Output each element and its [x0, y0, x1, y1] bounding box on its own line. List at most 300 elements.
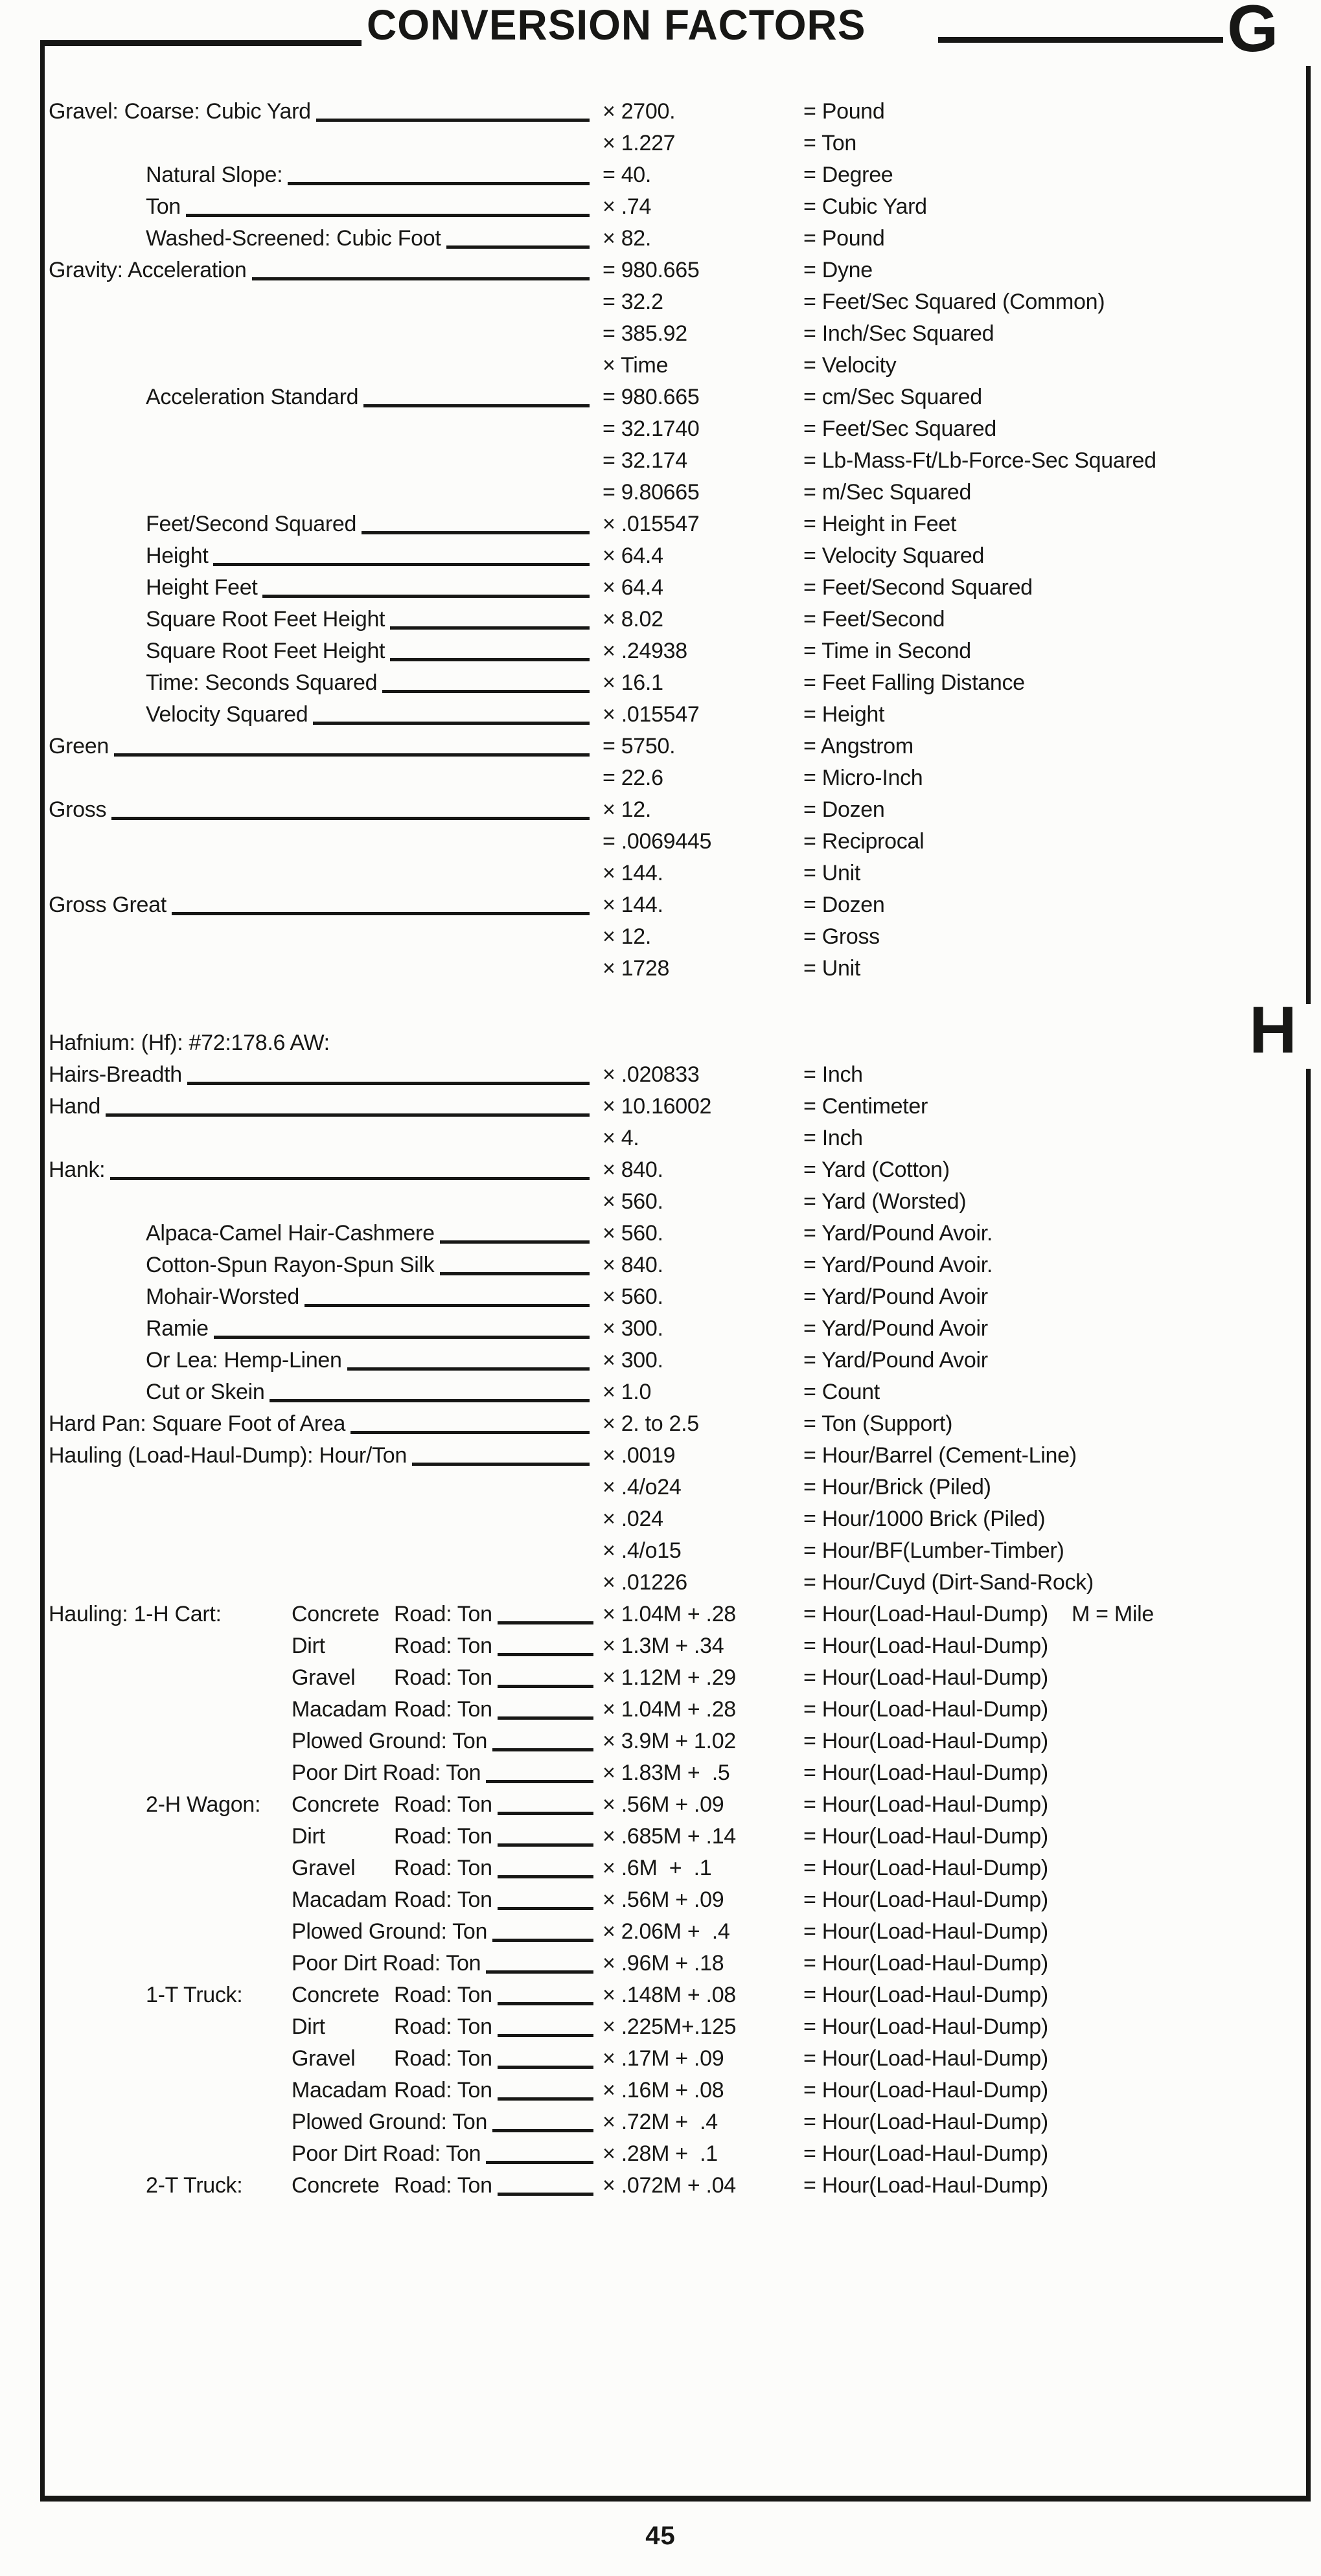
unit-value: = Velocity Squared — [803, 543, 985, 568]
unit-value: = Hour(Load-Haul-Dump) — [803, 1634, 1048, 1658]
road-cell — [292, 1599, 603, 1630]
item-cell — [49, 921, 603, 953]
table-row — [49, 1948, 1302, 1979]
item-cell — [49, 1408, 603, 1440]
leader-line — [186, 214, 590, 217]
table-row — [49, 2075, 1302, 2106]
leader-line — [440, 1240, 590, 1244]
unit-value: = Inch — [803, 1126, 863, 1150]
item-label: Natural Slope: — [146, 163, 283, 187]
item-label: Hank: — [49, 1157, 106, 1182]
item-label: Velocity Squared — [146, 702, 308, 727]
unit-value: = Feet Falling Distance — [803, 670, 1025, 695]
factor-value: × 8.02 — [603, 607, 663, 632]
factor-value: × 300. — [603, 1316, 663, 1341]
item-cell — [49, 953, 603, 985]
unit-cell — [803, 1123, 1302, 1154]
unit-cell — [803, 159, 1302, 191]
title-rule-right — [938, 37, 1223, 43]
road-surface: Poor Dirt Road: Ton — [292, 1951, 481, 1976]
unit-cell — [803, 1376, 1302, 1408]
table-row — [49, 1726, 1302, 1757]
unit-cell — [803, 1313, 1302, 1345]
table-row — [49, 1218, 1302, 1249]
road-surface: Concrete — [292, 2173, 380, 2198]
unit-cell — [803, 1694, 1302, 1726]
leader-line — [304, 1304, 590, 1307]
unit-value: = Hour(Load-Haul-Dump) — [803, 2173, 1048, 2198]
factor-value: × 64.4 — [603, 543, 663, 568]
road-suffix: Road: Ton — [394, 1602, 492, 1626]
leader-line — [382, 690, 590, 693]
factor-value: × .0019 — [603, 1443, 676, 1468]
factor-value: × 1728 — [603, 956, 670, 981]
table-row — [49, 1472, 1302, 1503]
unit-cell — [803, 413, 1302, 445]
factor-value: × 64.4 — [603, 575, 663, 600]
leader-line — [498, 1907, 593, 1910]
group-label — [49, 2043, 292, 2075]
road-surface: Gravel — [292, 1665, 356, 1690]
table-row — [49, 477, 1302, 508]
factor-value: × 82. — [603, 226, 652, 251]
unit-value: = Hour(Load-Haul-Dump) — [803, 1919, 1048, 1944]
leader-line — [498, 2034, 593, 2037]
item-cell — [49, 128, 603, 159]
factor-value: × 12. — [603, 924, 652, 949]
item-cell — [49, 1186, 603, 1218]
road-cell — [292, 2075, 603, 2106]
factor-value: = 980.665 — [603, 258, 700, 282]
unit-cell — [803, 128, 1302, 159]
road-cell — [292, 2043, 603, 2075]
box-border-right-bottom — [1306, 1069, 1311, 2502]
factor-value: × 1.227 — [603, 131, 676, 155]
group-label — [49, 2106, 292, 2138]
unit-cell — [803, 2106, 1302, 2138]
page-title: CONVERSION FACTORS — [367, 1, 866, 49]
road-cell — [292, 2170, 603, 2202]
item-cell — [49, 731, 603, 762]
item-cell — [49, 858, 603, 889]
leader-line — [498, 2002, 593, 2005]
item-cell — [49, 540, 603, 572]
leader-line — [316, 119, 590, 122]
road-suffix: Road: Ton — [394, 1856, 492, 1880]
road-cell — [292, 1979, 603, 2011]
factor-value: × 10.16002 — [603, 1094, 712, 1119]
table-row — [49, 1027, 1302, 1059]
unit-value: = Hour(Load-Haul-Dump) — [803, 1729, 1048, 1753]
title-rule-left — [40, 40, 362, 46]
item-cell — [49, 572, 603, 604]
factor-value: × 1.3M + .34 — [603, 1634, 724, 1658]
unit-value: = cm/Sec Squared — [803, 385, 982, 409]
item-label: Square Root Feet Height — [146, 639, 385, 663]
item-cell — [49, 762, 603, 794]
item-cell — [49, 635, 603, 667]
leader-line — [313, 722, 590, 725]
factor-value: × 560. — [603, 1189, 663, 1214]
factor-value: × 12. — [603, 797, 652, 822]
table-row — [49, 1186, 1302, 1218]
unit-value: = Dyne — [803, 258, 873, 282]
leader-line — [492, 1748, 593, 1751]
table-row — [49, 191, 1302, 223]
unit-cell — [803, 1662, 1302, 1694]
unit-cell — [803, 572, 1302, 604]
leader-line — [172, 912, 590, 915]
unit-cell — [803, 953, 1302, 985]
unit-cell — [803, 1567, 1302, 1599]
unit-cell — [803, 1440, 1302, 1472]
leader-line — [110, 1177, 590, 1180]
unit-value: = Time in Second — [803, 639, 971, 663]
table-row — [49, 1154, 1302, 1186]
item-label: Mohair-Worsted — [146, 1284, 300, 1309]
unit-cell — [803, 1599, 1302, 1630]
road-cell — [292, 1916, 603, 1948]
item-cell — [49, 1154, 603, 1186]
table-row — [49, 572, 1302, 604]
box-border-left — [40, 40, 45, 2501]
unit-cell — [803, 889, 1302, 921]
table-row — [49, 953, 1302, 985]
unit-cell — [803, 540, 1302, 572]
table-row — [49, 604, 1302, 635]
item-label: Gross Great — [49, 893, 167, 917]
group-label: Hauling: 1-H Cart: — [49, 1602, 222, 1626]
road-cell — [292, 1821, 603, 1852]
road-cell — [292, 1948, 603, 1979]
table-row — [49, 1789, 1302, 1821]
factor-value: × .01226 — [603, 1570, 687, 1595]
road-cell — [292, 1726, 603, 1757]
unit-cell — [803, 477, 1302, 508]
unit-cell — [803, 699, 1302, 731]
factor-value: = .0069445 — [603, 829, 712, 854]
road-surface: Concrete — [292, 1792, 380, 1817]
unit-cell — [803, 1884, 1302, 1916]
leader-line — [106, 1113, 590, 1117]
item-cell — [49, 1281, 603, 1313]
item-cell — [49, 1376, 603, 1408]
table-row — [49, 318, 1302, 350]
table-row — [49, 762, 1302, 794]
item-label: Square Root Feet Height — [146, 607, 385, 632]
leader-line — [187, 1082, 590, 1085]
group-label — [49, 1726, 292, 1757]
leader-line — [446, 245, 590, 249]
factor-value: × 560. — [603, 1284, 663, 1309]
leader-line — [486, 1780, 593, 1783]
item-label: Hafnium: (Hf): #72:178.6 AW: — [49, 1031, 330, 1055]
group-label — [49, 2138, 292, 2170]
item-cell — [49, 286, 603, 318]
road-suffix: Road: Ton — [394, 2173, 492, 2198]
unit-value: = Yard/Pound Avoir — [803, 1284, 988, 1309]
unit-cell — [803, 1535, 1302, 1567]
factor-value: = 32.174 — [603, 448, 687, 473]
page-number: 45 — [645, 2522, 676, 2550]
item-cell — [49, 96, 603, 128]
table-row — [49, 826, 1302, 858]
road-suffix: Road: Ton — [394, 1665, 492, 1690]
item-label: Hand — [49, 1094, 101, 1119]
table-row — [49, 1091, 1302, 1123]
unit-value: = Hour(Load-Haul-Dump) — [803, 1951, 1048, 1976]
unit-cell — [803, 1472, 1302, 1503]
road-surface: Poor Dirt Road: Ton — [292, 1761, 481, 1785]
table-row — [49, 382, 1302, 413]
item-label: Time: Seconds Squared — [146, 670, 378, 695]
unit-value: = Inch — [803, 1062, 863, 1087]
road-surface: Dirt — [292, 1824, 325, 1849]
factor-value: × 1.12M + .29 — [603, 1665, 736, 1690]
item-cell — [49, 1535, 603, 1567]
unit-value: = Feet/Sec Squared — [803, 416, 996, 441]
item-label: Or Lea: Hemp-Linen — [146, 1348, 342, 1373]
unit-cell — [803, 223, 1302, 255]
leader-line — [492, 2129, 593, 2132]
item-label: Gravel: Coarse: Cubic Yard — [49, 99, 311, 124]
unit-value: = Hour(Load-Haul-Dump) — [803, 1824, 1048, 1849]
table-row — [49, 96, 1302, 128]
unit-value: = Pound — [803, 99, 885, 124]
table-row — [49, 1630, 1302, 1662]
item-label: Hairs-Breadth — [49, 1062, 182, 1087]
road-suffix: Road: Ton — [394, 1887, 492, 1912]
unit-value: = Unit — [803, 956, 860, 981]
table-row — [49, 1249, 1302, 1281]
unit-value: = Hour/BF(Lumber-Timber) — [803, 1538, 1064, 1563]
factor-value: × 3.9M + 1.02 — [603, 1729, 736, 1753]
group-label — [49, 2011, 292, 2043]
table-row — [49, 2106, 1302, 2138]
unit-value: = Ton (Support) — [803, 1411, 953, 1436]
item-cell — [49, 413, 603, 445]
road-cell — [292, 2106, 603, 2138]
unit-cell — [803, 1630, 1302, 1662]
unit-value: = Hour(Load-Haul-Dump) — [803, 2078, 1048, 2103]
unit-value: = Hour(Load-Haul-Dump) — [803, 2141, 1048, 2166]
road-surface: Macadam — [292, 1697, 387, 1722]
leader-line — [262, 595, 590, 598]
factor-value: × 144. — [603, 861, 663, 885]
unit-value: = Hour(Load-Haul-Dump) — [803, 1983, 1048, 2007]
factor-value: × 1.04M + .28 — [603, 1602, 736, 1626]
road-surface: Concrete — [292, 1602, 380, 1626]
factor-value: × .020833 — [603, 1062, 700, 1087]
unit-value: = Unit — [803, 861, 860, 885]
item-cell — [49, 1503, 603, 1535]
unit-cell — [803, 1726, 1302, 1757]
unit-value: = Angstrom — [803, 734, 913, 758]
item-cell — [49, 1059, 603, 1091]
unit-value: = Yard (Worsted) — [803, 1189, 967, 1214]
unit-value: = Dozen — [803, 797, 885, 822]
unit-cell — [803, 2075, 1302, 2106]
road-cell — [292, 2011, 603, 2043]
tab-letter-h: H — [1249, 993, 1297, 1067]
item-cell — [49, 1345, 603, 1376]
table-row — [49, 1916, 1302, 1948]
unit-cell — [803, 350, 1302, 382]
leader-line — [498, 2193, 593, 2196]
road-surface: Macadam — [292, 2078, 387, 2103]
unit-cell — [803, 255, 1302, 286]
factor-value — [603, 1027, 803, 1059]
item-cell — [49, 1091, 603, 1123]
table-row — [49, 1535, 1302, 1567]
unit-value: = Hour/1000 Brick (Piled) — [803, 1507, 1046, 1531]
factor-value: × 2700. — [603, 99, 676, 124]
unit-cell — [803, 731, 1302, 762]
road-suffix: Road: Ton — [394, 2046, 492, 2071]
table-row — [49, 1979, 1302, 2011]
group-label: 2-T Truck: — [146, 2173, 243, 2198]
table-row — [49, 159, 1302, 191]
unit-cell — [803, 1503, 1302, 1535]
group-label — [49, 1916, 292, 1948]
factor-value: × .96M + .18 — [603, 1951, 724, 1976]
box-border-right-top — [1306, 66, 1311, 1004]
unit-value: = Dozen — [803, 893, 885, 917]
road-cell — [292, 1789, 603, 1821]
road-surface: Concrete — [292, 1983, 380, 2007]
unit-value: = Hour(Load-Haul-Dump) — [803, 1665, 1048, 1690]
leader-line — [486, 2161, 593, 2164]
unit-value: = Hour(Load-Haul-Dump) — [803, 2046, 1048, 2071]
unit-cell — [803, 1408, 1302, 1440]
leader-line — [486, 1970, 593, 1974]
factor-value: × .4/o15 — [603, 1538, 682, 1563]
leader-line — [114, 753, 590, 757]
unit-value: = Hour/Barrel (Cement-Line) — [803, 1443, 1077, 1468]
leader-line — [347, 1367, 590, 1371]
road-suffix: Road: Ton — [394, 1697, 492, 1722]
item-label: Cut or Skein — [146, 1380, 265, 1404]
factor-value: = 32.1740 — [603, 416, 700, 441]
factor-value: × Time — [603, 353, 669, 378]
unit-cell — [803, 1979, 1302, 2011]
unit-value: = m/Sec Squared — [803, 480, 972, 505]
item-label: Gravity: Acceleration — [49, 258, 247, 282]
unit-cell — [803, 2170, 1302, 2202]
table-row — [49, 1345, 1302, 1376]
factor-value: × 1.0 — [603, 1380, 652, 1404]
leader-line — [498, 1653, 593, 1656]
factor-value: × 16.1 — [603, 670, 663, 695]
leader-line — [213, 563, 590, 566]
unit-value: = Hour/Brick (Piled) — [803, 1475, 991, 1499]
leader-line — [270, 1399, 590, 1402]
factor-value: × 2. to 2.5 — [603, 1411, 699, 1436]
item-cell — [49, 1249, 603, 1281]
item-label: Cotton-Spun Rayon-Spun Silk — [146, 1253, 435, 1277]
group-label — [49, 1948, 292, 1979]
unit-cell — [803, 921, 1302, 953]
item-cell — [49, 1218, 603, 1249]
table-row — [49, 858, 1302, 889]
factor-value: × 840. — [603, 1253, 663, 1277]
unit-value: = Pound — [803, 226, 885, 251]
leader-line — [252, 277, 590, 280]
leader-line — [362, 531, 590, 534]
item-label: Height — [146, 543, 209, 568]
factor-value: × .685M + .14 — [603, 1824, 736, 1849]
item-cell — [49, 1313, 603, 1345]
group-label — [49, 1694, 292, 1726]
table-row — [49, 1662, 1302, 1694]
factor-value: = 980.665 — [603, 385, 700, 409]
unit-cell — [803, 1948, 1302, 1979]
unit-cell — [803, 1852, 1302, 1884]
unit-value: = Feet/Second — [803, 607, 945, 632]
table-row — [49, 2011, 1302, 2043]
table-row — [49, 1440, 1302, 1472]
group-label — [49, 1884, 292, 1916]
item-cell — [49, 1472, 603, 1503]
factor-value: = 40. — [603, 163, 652, 187]
unit-value: = Hour(Load-Haul-Dump) — [803, 1761, 1048, 1785]
road-surface: Plowed Ground: Ton — [292, 2110, 488, 2134]
unit-cell — [803, 382, 1302, 413]
item-cell — [49, 604, 603, 635]
unit-value: = Centimeter — [803, 1094, 928, 1119]
factor-value: × .74 — [603, 194, 652, 219]
table-row — [49, 223, 1302, 255]
table-row — [49, 1821, 1302, 1852]
leader-line — [498, 1716, 593, 1720]
table-row — [49, 128, 1302, 159]
unit-value: = Hour(Load-Haul-Dump) — [803, 1856, 1048, 1880]
unit-value: = Hour/Cuyd (Dirt-Sand-Rock) — [803, 1570, 1094, 1595]
leader-line — [498, 1621, 593, 1624]
unit-cell — [803, 667, 1302, 699]
unit-cell — [803, 1059, 1302, 1091]
road-suffix: Road: Ton — [394, 1983, 492, 2007]
leader-line — [492, 1939, 593, 1942]
factor-value: = 5750. — [603, 734, 676, 758]
item-cell — [49, 1440, 603, 1472]
unit-value: = Yard (Cotton) — [803, 1157, 950, 1182]
factor-value: × .17M + .09 — [603, 2046, 724, 2071]
table-row — [49, 350, 1302, 382]
table-row — [49, 413, 1302, 445]
unit-cell — [803, 1154, 1302, 1186]
road-suffix: Road: Ton — [394, 1824, 492, 1849]
unit-value: = Velocity — [803, 353, 897, 378]
item-cell — [49, 350, 603, 382]
road-surface: Plowed Ground: Ton — [292, 1919, 488, 1944]
unit-cell — [803, 858, 1302, 889]
unit-value: = Feet/Sec Squared (Common) — [803, 290, 1105, 314]
item-label: Ton — [146, 194, 181, 219]
factor-value: = 385.92 — [603, 321, 687, 346]
item-cell — [49, 477, 603, 508]
table-row — [49, 699, 1302, 731]
unit-cell — [803, 1281, 1302, 1313]
unit-cell — [803, 635, 1302, 667]
factor-value: × 1.83M + .5 — [603, 1761, 730, 1785]
table-row — [49, 794, 1302, 826]
unit-value: = Hour(Load-Haul-Dump) — [803, 2110, 1048, 2134]
table-row — [49, 2043, 1302, 2075]
leader-line — [390, 658, 590, 661]
factor-value: × .24938 — [603, 639, 687, 663]
leader-line — [412, 1463, 590, 1466]
